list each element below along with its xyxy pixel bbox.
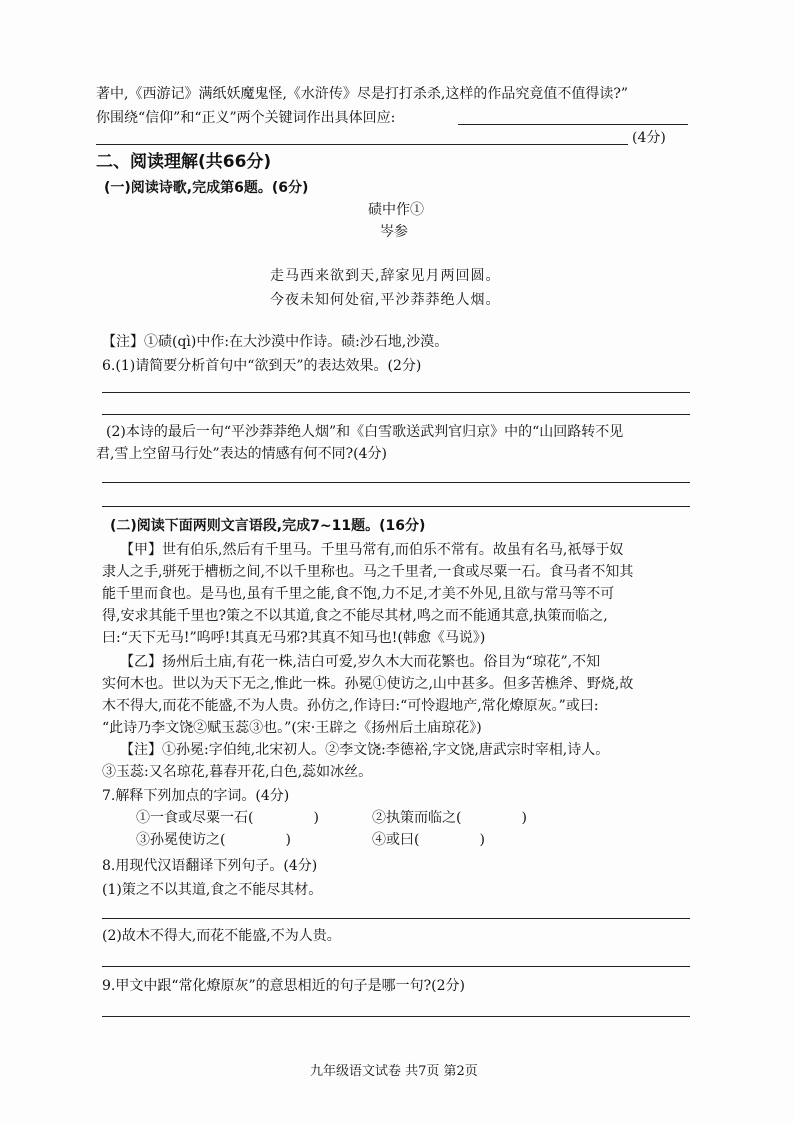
- passage-jia-line-2: 隶人之手,骈死于槽枥之间,不以千里称也。马之千里者,一食或尽粟一石。食马者不知其: [102, 564, 634, 580]
- answer-line: [102, 414, 690, 415]
- answer-line: [102, 482, 690, 483]
- part-2-title: (二)阅读下面两则文言语段,完成7~11题。(16分): [110, 518, 426, 534]
- answer-line: [102, 1016, 690, 1017]
- answer-line: [102, 392, 690, 393]
- passage-jia-line-1: 【甲】世有伯乐,然后有千里马。千里马常有,而伯乐不常有。故虽有名马,祇辱于奴: [120, 542, 624, 558]
- question-8-title: 8.用现代汉语翻译下列句子。(4分): [102, 858, 318, 874]
- answer-line: [102, 506, 690, 507]
- section-2-title: 二、阅读理解(共66分): [96, 152, 272, 172]
- question-7-item-2-text: ②执策而临之(: [372, 810, 462, 826]
- poem-title: 碛中作①: [368, 202, 424, 218]
- passage-jia-line-5: 曰:“天下无马!”呜呼!其真无马邪?其真不知马也!(韩愈《马说》): [102, 630, 486, 646]
- poem-note: 【注】①碛(qì)中作:在大沙漠中作诗。碛:沙石地,沙漠。: [102, 334, 449, 350]
- answer-line: [102, 918, 690, 919]
- question-6-1: 6.(1)请简要分析首句中“欲到天”的表达效果。(2分): [102, 358, 422, 374]
- question-7-item-3-text: ③孙冕使访之(: [136, 832, 226, 848]
- intro-line-2: 你围绕“信仰”和“正义”两个关键词作出具体回应:: [96, 110, 396, 126]
- question-6-2-line-2: 君,雪上空留马行处”表达的情感有何不同?(4分): [96, 446, 387, 462]
- passage-note-1: 【注】①孙冕:字伯纯,北宋初人。②李文饶:李德裕,字文饶,唐武宗时宰相,诗人。: [120, 742, 610, 758]
- question-7-item-3: [136, 830, 291, 850]
- closing-paren: ): [521, 810, 527, 826]
- passage-yi-line-1: 【乙】扬州后土庙,有花一株,洁白可爱,岁久木大而花繁也。俗目为“琼花”,不知: [120, 654, 601, 670]
- passage-jia-line-3: 能千里而食也。是马也,虽有千里之能,食不饱,力不足,才美不外见,且欲与常马等不可: [102, 586, 615, 602]
- closing-paren: ): [479, 832, 485, 848]
- question-7-item-4: [372, 830, 485, 850]
- answer-line: [102, 966, 690, 967]
- passage-yi-line-4: “此诗乃李文饶②赋玉蕊③也。”(宋·王辟之《扬州后土庙琼花》): [102, 720, 482, 736]
- question-7-item-4-text: ④或曰(: [372, 832, 420, 848]
- part-1-title: (一)阅读诗歌,完成第6题。(6分): [104, 180, 309, 196]
- passage-yi-line-3: 木不得大,而花不能盛,不为人贵。孙仿之,作诗曰:“可怜遐地产,常化燎原灰。”或曰:: [102, 698, 599, 714]
- answer-line: [96, 144, 628, 145]
- question-8-sentence-2: (2)故木不得大,而花不能盛,不为人贵。: [102, 928, 341, 944]
- question-7-item-2: [372, 808, 527, 828]
- question-8-sentence-1: (1)策之不以其道,食之不能尽其材。: [102, 882, 323, 898]
- intro-score: (4分): [632, 130, 666, 146]
- question-7-title: 7.解释下列加点的字词。(4分): [102, 788, 290, 804]
- question-7-item-1-text: ①一食或尽粟一石(: [136, 810, 254, 826]
- poem-author: 岑参: [380, 224, 408, 240]
- passage-note-2: ③玉蕊:又名琼花,暮春开花,白色,蕊如冰丝。: [102, 764, 373, 780]
- passage-jia-line-4: 得,安求其能千里也?策之不以其道,食之不能尽其材,鸣之而不能通其意,执策而临之,: [102, 608, 608, 624]
- question-9-title: 9.甲文中跟“常化燎原灰”的意思相近的句子是哪一句?(2分): [102, 978, 466, 994]
- page-footer: 九年级语文试卷 共7页 第2页: [310, 1064, 478, 1079]
- closing-paren: ): [285, 832, 291, 848]
- intro-line-1: 著中,《西游记》满纸妖魔鬼怪,《水浒传》尽是打打杀杀,这样的作品究竟值不值得读?”: [96, 86, 629, 102]
- poem-line-2: 今夜未知何处宿,平沙莽莽绝人烟。: [270, 292, 501, 308]
- closing-paren: ): [313, 810, 319, 826]
- passage-yi-line-2: 实何木也。世以为天下无之,惟此一株。孙冕①使访之,山中甚多。但多苦樵斧、野烧,故: [102, 676, 634, 692]
- question-6-2-line-1: (2)本诗的最后一句“平沙莽莽绝人烟”和《白雪歌送武判官归京》中的“山回路转不见: [106, 424, 624, 440]
- poem-line-1: 走马西来欲到天,辞家见月两回圆。: [270, 268, 501, 284]
- question-7-item-1: [136, 808, 319, 828]
- answer-line: [458, 124, 688, 125]
